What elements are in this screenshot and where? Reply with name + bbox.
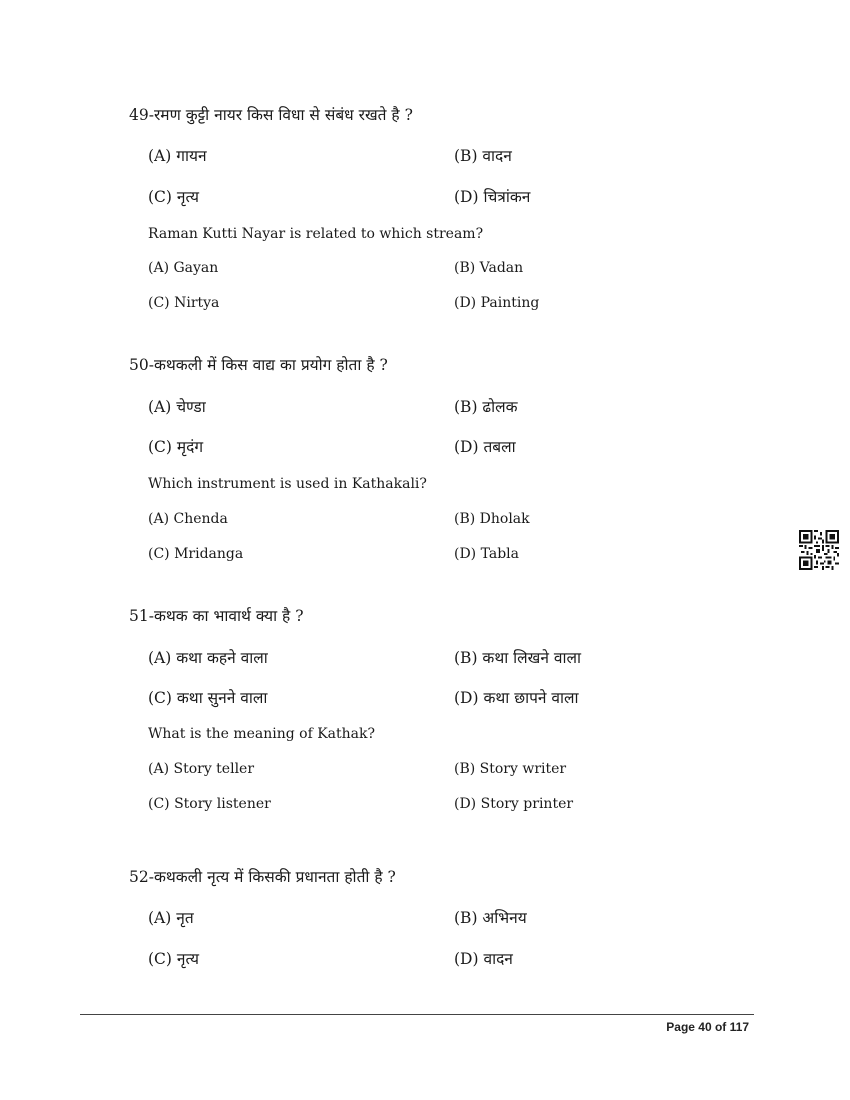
q51-option-b-english: (B) Story writer [454,761,567,777]
q49-option-d-english: (D) Painting [454,295,540,311]
q52-option-d-hindi: (D) वादन [454,950,513,968]
question-49-hindi: 49-रमण कुट्टी नायर किस विधा से संबंध रखते है ? [129,106,413,124]
q49-option-c-hindi: (C) नृत्य [148,188,199,206]
q50-option-d-english: (D) Tabla [454,546,519,562]
q51-option-a-english: (A) Story teller [148,761,255,777]
question-52-hindi: 52-कथकली नृत्य में किसकी प्रधानता होती है ? [129,868,396,886]
q49-option-c-english: (C) Nirtya [148,295,220,311]
q51-option-b-hindi: (B) कथा लिखने वाला [454,649,582,667]
q50-option-d-hindi: (D) तबला [454,438,516,456]
qr-code-icon [799,530,839,570]
q49-option-b-english: (B) Vadan [454,260,524,276]
q50-option-c-hindi: (C) मृदंग [148,438,204,456]
q49-option-b-hindi: (B) वादन [454,147,512,165]
question-51-english: What is the meaning of Kathak? [148,726,375,742]
question-51-hindi: 51-कथक का भावार्थ क्या है ? [129,607,304,625]
footer-divider [80,1014,754,1015]
q50-option-a-english: (A) Chenda [148,511,228,527]
q52-option-b-hindi: (B) अभिनय [454,909,527,927]
q51-option-c-hindi: (C) कथा सुनने वाला [148,689,268,707]
q50-option-a-hindi: (A) चेण्डा [148,398,206,416]
q51-option-d-english: (D) Story printer [454,796,574,812]
q50-option-c-english: (C) Mridanga [148,546,244,562]
question-50-english: Which instrument is used in Kathakali? [148,476,427,492]
q49-option-a-english: (A) Gayan [148,260,219,276]
q51-option-c-english: (C) Story listener [148,796,271,812]
q49-option-a-hindi: (A) गायन [148,147,207,165]
question-50-hindi: 50-कथकली में किस वाद्य का प्रयोग होता है ? [129,356,388,374]
q51-option-d-hindi: (D) कथा छापने वाला [454,689,579,707]
q49-option-d-hindi: (D) चित्रांकन [454,188,531,206]
question-49-english: Raman Kutti Nayar is related to which stream? [148,226,484,242]
q50-option-b-english: (B) Dholak [454,511,530,527]
q50-option-b-hindi: (B) ढोलक [454,398,518,416]
q51-option-a-hindi: (A) कथा कहने वाला [148,649,268,667]
q52-option-a-hindi: (A) नृत [148,909,194,927]
page-number: Page 40 of 117 [666,1020,749,1034]
q52-option-c-hindi: (C) नृत्य [148,950,199,968]
